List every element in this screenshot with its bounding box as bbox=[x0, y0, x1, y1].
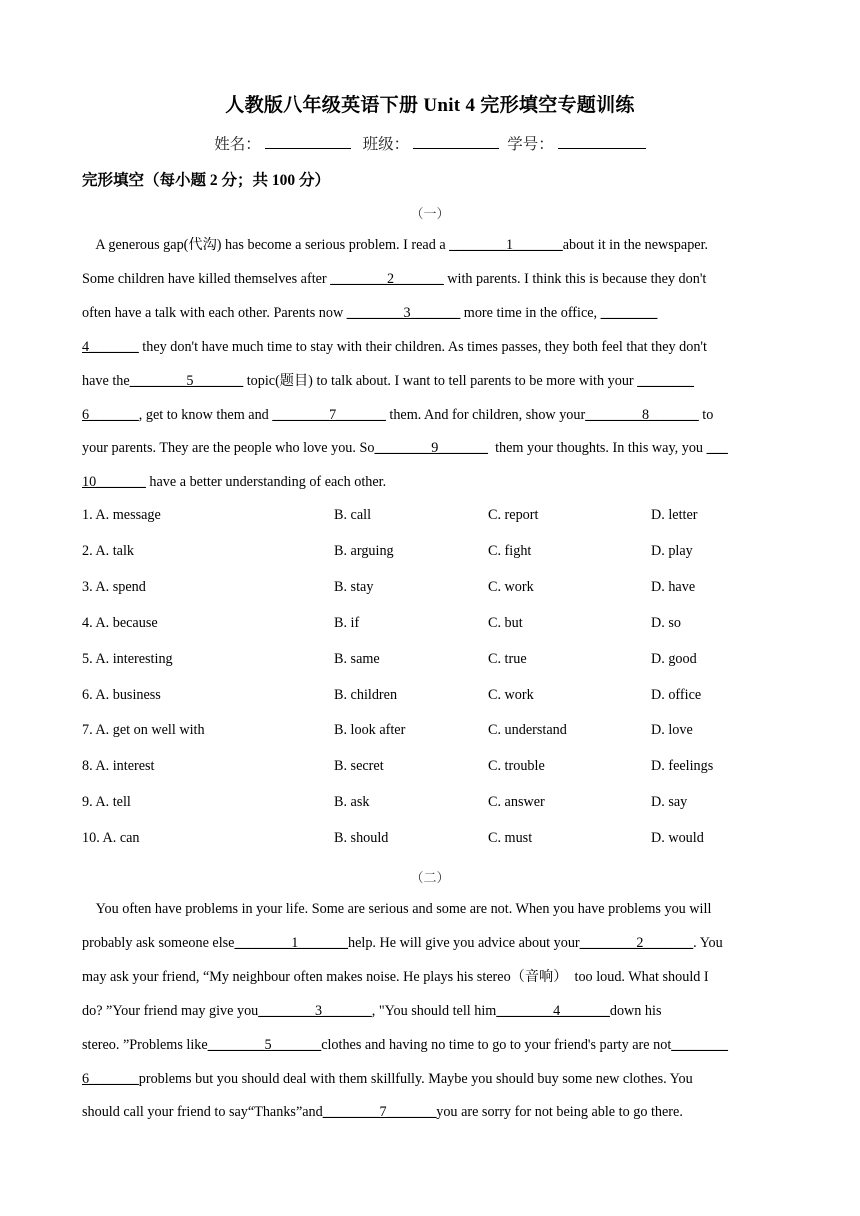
part1-text: with parents. I think this is because they don't bbox=[443, 270, 707, 287]
part1-blank[interactable]: 4_______ bbox=[82, 338, 139, 355]
option-choice[interactable]: B. same bbox=[334, 650, 380, 667]
part2-text: you are sorry for not being able to go there. bbox=[436, 1104, 683, 1121]
part2-text: problems but you should deal with them skillfully. Maybe you should buy some new clothes. You bbox=[138, 1070, 693, 1087]
part2-text: do? ”Your friend may give you bbox=[82, 1002, 259, 1019]
part1-text: them. And for children, show your bbox=[385, 406, 586, 423]
part1-line bbox=[82, 229, 782, 263]
option-choice[interactable]: D. office bbox=[651, 686, 702, 703]
number-label: 学号： bbox=[507, 136, 554, 153]
option-choice[interactable]: D. love bbox=[651, 722, 693, 739]
part1-text: they don't have much time to stay with their children. As times passes, they both feel that they don't bbox=[138, 338, 707, 355]
option-choice[interactable]: 5. A. interesting bbox=[82, 650, 173, 667]
part2-line bbox=[82, 1029, 782, 1063]
part1-blank[interactable]: ________5_______ bbox=[129, 372, 244, 389]
part1-text: more time in the office, bbox=[460, 304, 601, 321]
part2-blank[interactable]: ________ bbox=[671, 1036, 729, 1053]
part2-text: down his bbox=[609, 1002, 662, 1019]
option-choice[interactable]: C. report bbox=[488, 507, 539, 523]
part1-blank[interactable]: ________ bbox=[600, 304, 658, 321]
part2-line bbox=[82, 961, 782, 995]
option-choice[interactable]: B. ask bbox=[334, 794, 370, 811]
option-row bbox=[82, 830, 782, 852]
part1-blank[interactable]: ___ bbox=[706, 440, 728, 457]
option-choice[interactable]: C. work bbox=[488, 686, 534, 703]
part2-text: clothes and having no time to go to your friend's party are not bbox=[321, 1036, 672, 1053]
part2-blank[interactable]: ________5_______ bbox=[207, 1036, 322, 1053]
part2-text: should call your friend to say“Thanks”and bbox=[82, 1104, 323, 1121]
option-choice[interactable]: 1. A. message bbox=[82, 507, 161, 523]
part1-text: about it in the newspaper. bbox=[562, 237, 709, 253]
part2-text: , "You should tell him bbox=[371, 1002, 497, 1019]
part2-blank[interactable]: ________2_______ bbox=[579, 934, 694, 951]
part1-line bbox=[82, 297, 782, 331]
part2-text: help. He will give you advice about your bbox=[347, 934, 580, 951]
class-label: 班级： bbox=[362, 136, 410, 153]
option-choice[interactable]: D. good bbox=[651, 650, 697, 667]
part1-text: , get to know them and bbox=[138, 406, 273, 423]
option-choice[interactable]: D. would bbox=[651, 830, 704, 847]
option-choice[interactable]: C. but bbox=[488, 614, 523, 631]
part1-blank[interactable]: 6_______ bbox=[82, 406, 139, 423]
part1-text: have the bbox=[82, 372, 130, 389]
option-choice[interactable]: 7. A. get on well with bbox=[82, 722, 205, 739]
option-row bbox=[82, 687, 782, 709]
option-row bbox=[82, 722, 782, 744]
option-row bbox=[82, 758, 782, 780]
option-choice[interactable]: D. say bbox=[651, 794, 688, 811]
option-choice[interactable]: D. so bbox=[651, 614, 681, 631]
option-choice[interactable]: 10. A. can bbox=[82, 830, 140, 847]
part1-text: have a better understanding of each other. bbox=[145, 474, 387, 491]
part1-line bbox=[82, 365, 782, 399]
part2-text: You often have problems in your life. Some are serious and some are not. When you have problems you will bbox=[82, 901, 712, 917]
option-choice[interactable]: D. letter bbox=[651, 507, 698, 523]
option-choice[interactable]: C. work bbox=[488, 578, 534, 595]
option-row bbox=[82, 651, 782, 673]
part2-line bbox=[82, 1063, 782, 1097]
page-title: 人教版八年级英语下册 Unit 4 完形填空专题训练 bbox=[225, 95, 635, 116]
part1-blank[interactable]: 10_______ bbox=[82, 474, 146, 491]
option-choice[interactable]: B. stay bbox=[334, 578, 374, 595]
part1-blank[interactable]: ________9_______ bbox=[374, 440, 488, 457]
option-row bbox=[82, 794, 782, 816]
option-row bbox=[82, 579, 782, 601]
part1-text: often have a talk with each other. Parents now bbox=[82, 304, 347, 321]
option-choice[interactable]: D. have bbox=[651, 578, 696, 595]
option-choice[interactable]: 6. A. business bbox=[82, 686, 161, 703]
option-choice[interactable]: C. answer bbox=[488, 794, 545, 811]
part1-line bbox=[82, 399, 782, 433]
part1-line bbox=[82, 263, 782, 297]
option-choice[interactable]: B. if bbox=[334, 614, 360, 631]
part1-line bbox=[82, 466, 782, 500]
part1-blank[interactable]: ________2_______ bbox=[330, 270, 444, 287]
option-choice[interactable]: C. true bbox=[488, 650, 527, 667]
student-info bbox=[0, 132, 860, 154]
option-choice[interactable]: 9. A. tell bbox=[82, 794, 131, 811]
part1-blank[interactable]: ________8_______ bbox=[585, 406, 699, 423]
number-blank[interactable] bbox=[558, 134, 646, 149]
part1-text: to bbox=[698, 406, 714, 423]
part1-blank[interactable]: ________7_______ bbox=[272, 406, 386, 423]
option-choice[interactable]: D. play bbox=[651, 542, 693, 559]
option-choice[interactable]: C. must bbox=[488, 830, 533, 847]
option-choice[interactable]: B. call bbox=[334, 507, 372, 523]
option-choice[interactable]: B. secret bbox=[334, 758, 384, 775]
option-choice[interactable]: 8. A. interest bbox=[82, 758, 155, 775]
part2-label: （二） bbox=[410, 870, 450, 885]
class-blank[interactable] bbox=[413, 134, 499, 149]
option-choice[interactable]: C. fight bbox=[488, 542, 532, 559]
option-choice[interactable]: B. should bbox=[334, 830, 389, 847]
name-label: 姓名： bbox=[214, 136, 261, 153]
part1-blank[interactable]: ________1_______ bbox=[449, 237, 563, 253]
part2-text: may ask your friend, “My neighbour often makes noise. He plays his stereo（音响） too loud. What should I bbox=[82, 968, 709, 985]
part1-passage bbox=[82, 229, 782, 500]
part1-text: them your thoughts. In this way, you bbox=[487, 440, 707, 457]
part2-blank[interactable]: ________3_______ bbox=[258, 1002, 372, 1019]
part1-text: A generous gap(代沟) has become a serious problem. I read a bbox=[82, 237, 450, 253]
part2-line bbox=[82, 927, 782, 961]
section-title: 完形填空（每小题 2 分；共 100 分） bbox=[82, 172, 331, 189]
part1-blank[interactable]: ________3_______ bbox=[346, 304, 461, 321]
option-choice[interactable]: C. understand bbox=[488, 722, 567, 739]
part2-line bbox=[82, 893, 782, 927]
option-choice[interactable]: 3. A. spend bbox=[82, 578, 146, 595]
option-row bbox=[82, 615, 782, 637]
name-blank[interactable] bbox=[265, 134, 351, 149]
option-row bbox=[82, 507, 782, 529]
part1-label: （一） bbox=[410, 206, 450, 221]
part1-text: topic(题目) to talk about. I want to tell parents to be more with your bbox=[243, 372, 638, 389]
option-choice[interactable]: C. trouble bbox=[488, 758, 545, 775]
part2-passage bbox=[82, 893, 782, 1130]
part2-blank[interactable]: 6_______ bbox=[82, 1070, 139, 1087]
option-choice[interactable]: 2. A. talk bbox=[82, 542, 135, 559]
part2-blank[interactable]: ________1_______ bbox=[234, 934, 348, 951]
option-choice[interactable]: B. arguing bbox=[334, 542, 394, 559]
option-choice[interactable]: B. children bbox=[334, 686, 398, 703]
part2-line bbox=[82, 995, 782, 1029]
option-row bbox=[82, 543, 782, 565]
part2-line bbox=[82, 1096, 782, 1130]
part1-text: your parents. They are the people who love you. So bbox=[82, 440, 375, 457]
part2-text: probably ask someone else bbox=[82, 934, 235, 951]
option-choice[interactable]: 4. A. because bbox=[82, 614, 158, 631]
part1-blank[interactable]: ________ bbox=[637, 372, 694, 389]
option-choice[interactable]: D. feelings bbox=[651, 758, 714, 775]
part1-text: Some children have killed themselves after bbox=[82, 270, 331, 287]
part2-blank[interactable]: ________4_______ bbox=[496, 1002, 610, 1019]
part2-blank[interactable]: ________7_______ bbox=[322, 1104, 437, 1121]
part2-text: stereo. ”Problems like bbox=[82, 1036, 208, 1053]
part2-text: . You bbox=[693, 934, 723, 951]
option-choice[interactable]: B. look after bbox=[334, 722, 406, 739]
part1-line bbox=[82, 432, 782, 466]
part1-line bbox=[82, 331, 782, 365]
